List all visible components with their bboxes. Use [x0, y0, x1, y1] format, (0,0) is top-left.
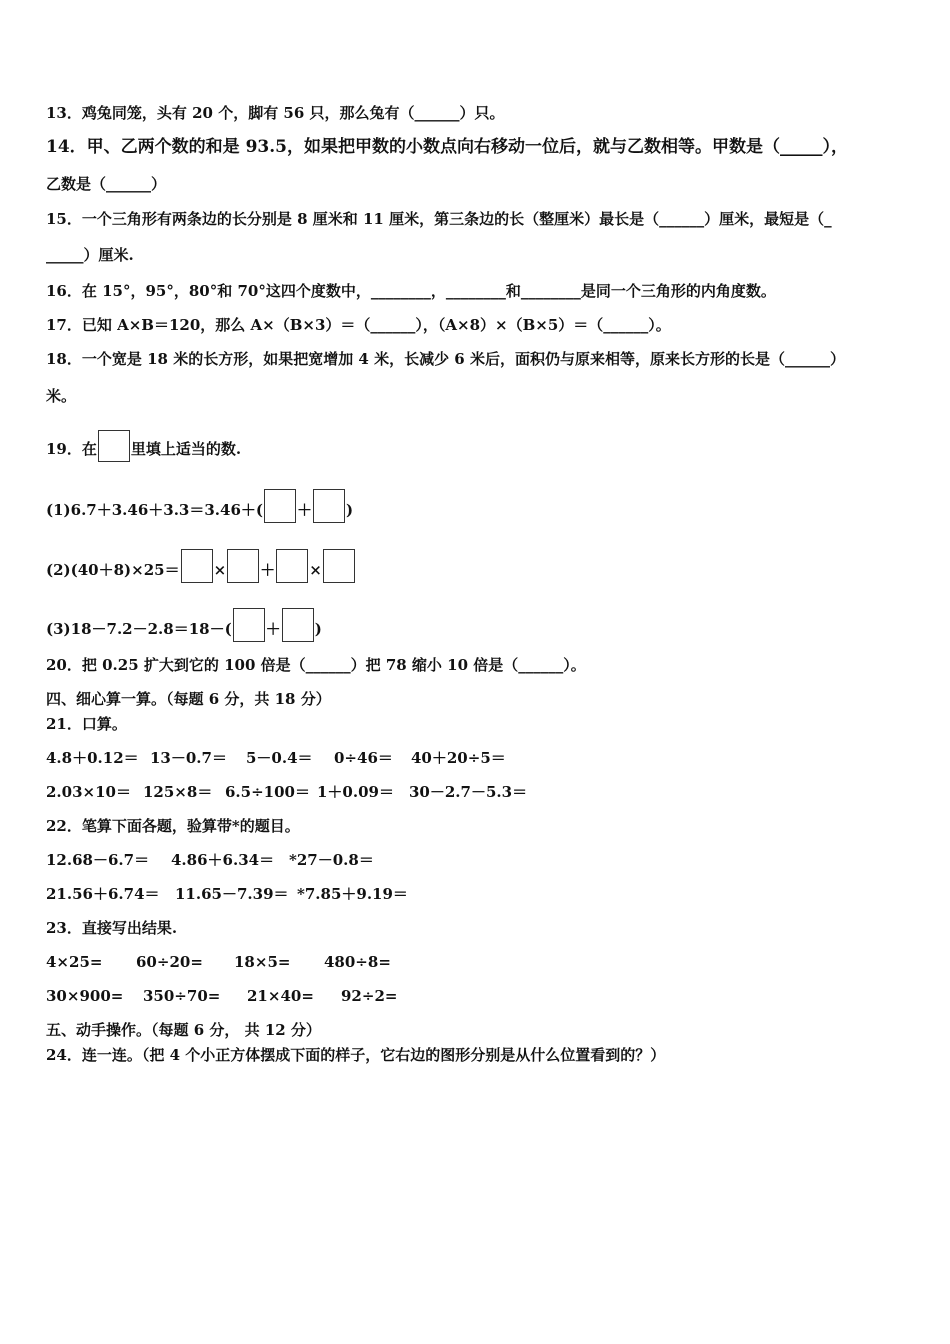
part2-expression: (2)(40＋8)×25＝: [46, 561, 180, 579]
times-sign: ×: [309, 561, 322, 579]
question-17: 17．已知 A×B＝120，那么 A×（B×3）＝（______），（A×8）×（B×5）＝（______）。: [46, 316, 671, 334]
question-13: 13．鸡兔同笼，头有 20 个，脚有 56 只，那么兔有（______）只。: [46, 104, 505, 122]
calc-item: 30×900=: [46, 987, 124, 1005]
close-paren: ): [314, 620, 322, 638]
question-22-title: 22．笔算下面各题，验算带*的题目。: [46, 817, 300, 835]
section-5-heading: 五、动手操作。（每题 6 分， 共 12 分）: [46, 1021, 321, 1039]
answer-box[interactable]: [323, 549, 355, 583]
answer-box[interactable]: [181, 549, 213, 583]
answer-box[interactable]: [276, 549, 308, 583]
question-24: 24．连一连。（把 4 个小正方体摆成下面的样子，它右边的图形分别是从什么位置看到的？）: [46, 1046, 666, 1064]
calc-item: 4.8＋0.12＝: [46, 749, 139, 767]
question-22-row1: [46, 850, 374, 870]
calc-item: 13－0.7＝: [150, 749, 227, 767]
calc-item: 4×25=: [46, 953, 103, 971]
question-18-line1: 18．一个宽是 18 米的长方形，如果把宽增加 4 米，长减少 6 米后，面积仍与原来相等，原来长方形的长是（______）: [46, 350, 845, 368]
question-19-part1: [46, 489, 353, 523]
times-sign: ×: [213, 561, 227, 579]
calc-item: 0÷46＝: [334, 749, 393, 767]
part1-expression: (1)6.7＋3.46＋3.3＝3.46＋(: [46, 501, 263, 519]
question-14-line1: 14．甲、乙两个数的和是 93.5，如果把甲数的小数点向右移动一位后，就与乙数相等。甲数是（_____），: [46, 137, 848, 157]
plus-sign: ＋: [265, 620, 281, 638]
question-19-suffix: 里填上适当的数.: [130, 440, 242, 458]
calc-item: 6.5÷100＝: [225, 783, 310, 801]
calc-item: 480÷8=: [324, 953, 391, 971]
question-22-row2: [46, 884, 408, 904]
question-21-title: 21．口算。: [46, 715, 127, 733]
calc-item: 40＋20÷5＝: [411, 749, 506, 767]
question-15-line2: _____）厘米.: [46, 246, 134, 264]
question-19-part2: [46, 549, 356, 583]
question-18-line2: 米。: [46, 387, 77, 405]
calc-item: 125×8＝: [143, 783, 213, 801]
question-19-title: [46, 430, 241, 462]
plus-sign: ＋: [260, 561, 276, 579]
answer-box[interactable]: [264, 489, 296, 523]
question-19-part3: [46, 608, 322, 642]
part3-expression: (3)18－7.2－2.8＝18－(: [46, 620, 232, 638]
answer-box[interactable]: [233, 608, 265, 642]
calc-item: 1＋0.09＝: [317, 783, 394, 801]
question-16: 16．在 15°，95°，80°和 70°这四个度数中，________，________和________是同一个三角形的内角度数。: [46, 282, 776, 300]
calc-item: 30－2.7－5.3＝: [409, 783, 528, 801]
calc-item: *27－0.8＝: [289, 851, 374, 869]
question-23-title: 23．直接写出结果.: [46, 919, 178, 937]
answer-box[interactable]: [98, 430, 130, 462]
question-15-line1: 15．一个三角形有两条边的长分别是 8 厘米和 11 厘米，第三条边的长（整厘米）最长是（______）厘米，最短是（_: [46, 210, 832, 228]
question-23-row2: [46, 986, 397, 1006]
calc-item: 4.86＋6.34＝: [171, 851, 275, 869]
question-21-row2: [46, 782, 527, 802]
question-19-prefix: 19．在: [46, 440, 97, 458]
plus-sign: ＋: [297, 501, 313, 519]
calc-item: 21×40=: [247, 987, 314, 1005]
answer-box[interactable]: [282, 608, 314, 642]
calc-item: 11.65－7.39＝: [175, 885, 289, 903]
question-20: 20．把 0.25 扩大到它的 100 倍是（______）把 78 缩小 10 倍是（______）。: [46, 656, 586, 674]
question-14-line2: 乙数是（______）: [46, 175, 167, 193]
close-paren: ): [346, 501, 354, 519]
calc-item: 92÷2=: [341, 987, 398, 1005]
question-21-row1: [46, 748, 506, 768]
calc-item: 12.68－6.7＝: [46, 851, 150, 869]
calc-item: 2.03×10＝: [46, 783, 131, 801]
calc-item: 5－0.4＝: [246, 749, 313, 767]
calc-item: 350÷70=: [143, 987, 221, 1005]
answer-box[interactable]: [227, 549, 259, 583]
question-23-row1: [46, 952, 391, 972]
section-4-heading: 四、细心算一算。（每题 6 分，共 18 分）: [46, 690, 331, 708]
calc-item: 21.56＋6.74＝: [46, 885, 160, 903]
calc-item: 60÷20=: [136, 953, 203, 971]
calc-item: 18×5=: [234, 953, 291, 971]
answer-box[interactable]: [313, 489, 345, 523]
calc-item: *7.85＋9.19＝: [297, 885, 408, 903]
